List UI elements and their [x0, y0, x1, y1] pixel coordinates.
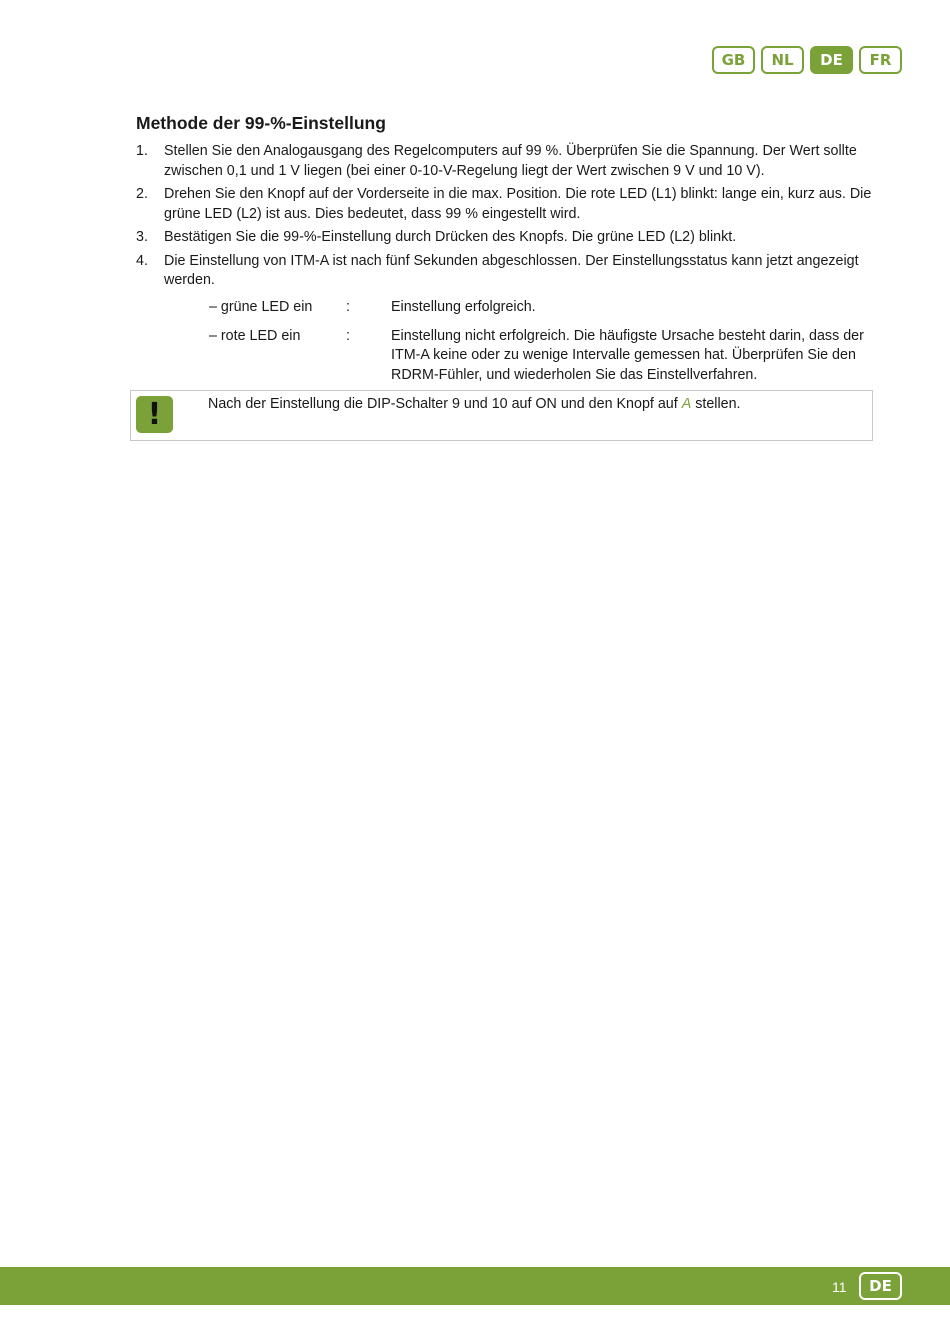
step-number: 1. — [136, 143, 148, 159]
page-number: 11 — [832, 1279, 847, 1295]
footer-bar — [0, 1267, 950, 1305]
status-label: – rote LED ein — [209, 327, 301, 344]
status-description: Einstellung erfolgreich. — [391, 299, 536, 315]
step-number: 4. — [136, 252, 148, 269]
step-text: Stellen Sie den Analogausgang des Regelcomputers auf 99 %. Überprüfen Sie die Spannung. Der Wert sollte zwischen 0,1 und 1 V liegen (bei einer 0-10-V-Regelung liegt der Wert zwischen 9 V und 10 V). — [164, 143, 857, 179]
step-number: 3. — [136, 229, 148, 245]
lang-tab-nl[interactable]: NL — [761, 46, 804, 74]
note-text-before: Nach der Einstellung die DIP-Schalter 9 und 10 auf ON und den Knopf auf — [208, 396, 682, 412]
section-title: Methode der 99-%-Einstellung — [136, 113, 386, 133]
list-item — [136, 142, 876, 181]
step-number: 2. — [136, 186, 148, 202]
list-item — [136, 185, 876, 224]
status-description: Einstellung nicht erfolgreich. Die häufigste Ursache besteht darin, dass der ITM-A keine oder zu wenige Intervalle gemessen hat. Überprüfen Sie den RDRM-Fühler, und wiederholen Sie das Einstellverfahren. — [391, 327, 864, 383]
warning-note — [130, 390, 873, 441]
note-text-after: stellen. — [691, 396, 741, 412]
status-label: – grüne LED ein — [209, 299, 313, 315]
status-separator: : — [346, 299, 350, 315]
step-text: Drehen Sie den Knopf auf der Vorderseite in die max. Position. Die rote LED (L1) blinkt: lange ein, kurz aus. Die grüne LED (L2) ist aus. Dies bedeutet, dass 99 % eingestellt wird. — [164, 186, 872, 222]
status-separator: : — [346, 327, 350, 344]
language-tabs — [712, 46, 902, 74]
table-row — [209, 327, 879, 386]
lang-tab-fr[interactable]: FR — [859, 46, 902, 74]
lang-tab-de[interactable]: DE — [810, 46, 853, 74]
step-text: Die Einstellung von ITM-A ist nach fünf Sekunden abgeschlossen. Der Einstellungsstatus kann jetzt angezeigt werden. — [164, 252, 859, 288]
table-row — [209, 298, 879, 318]
note-text — [208, 395, 741, 415]
list-item — [136, 228, 876, 248]
steps-list — [136, 142, 876, 295]
warning-icon: ! — [136, 396, 173, 433]
footer-language-badge: DE — [859, 1272, 902, 1300]
note-highlight: A — [681, 396, 692, 412]
step-text: Bestätigen Sie die 99-%-Einstellung durch Drücken des Knopfs. Die grüne LED (L2) blinkt. — [164, 229, 737, 245]
lang-tab-gb[interactable]: GB — [712, 46, 755, 74]
list-item — [136, 252, 876, 291]
led-status-table — [209, 298, 879, 394]
